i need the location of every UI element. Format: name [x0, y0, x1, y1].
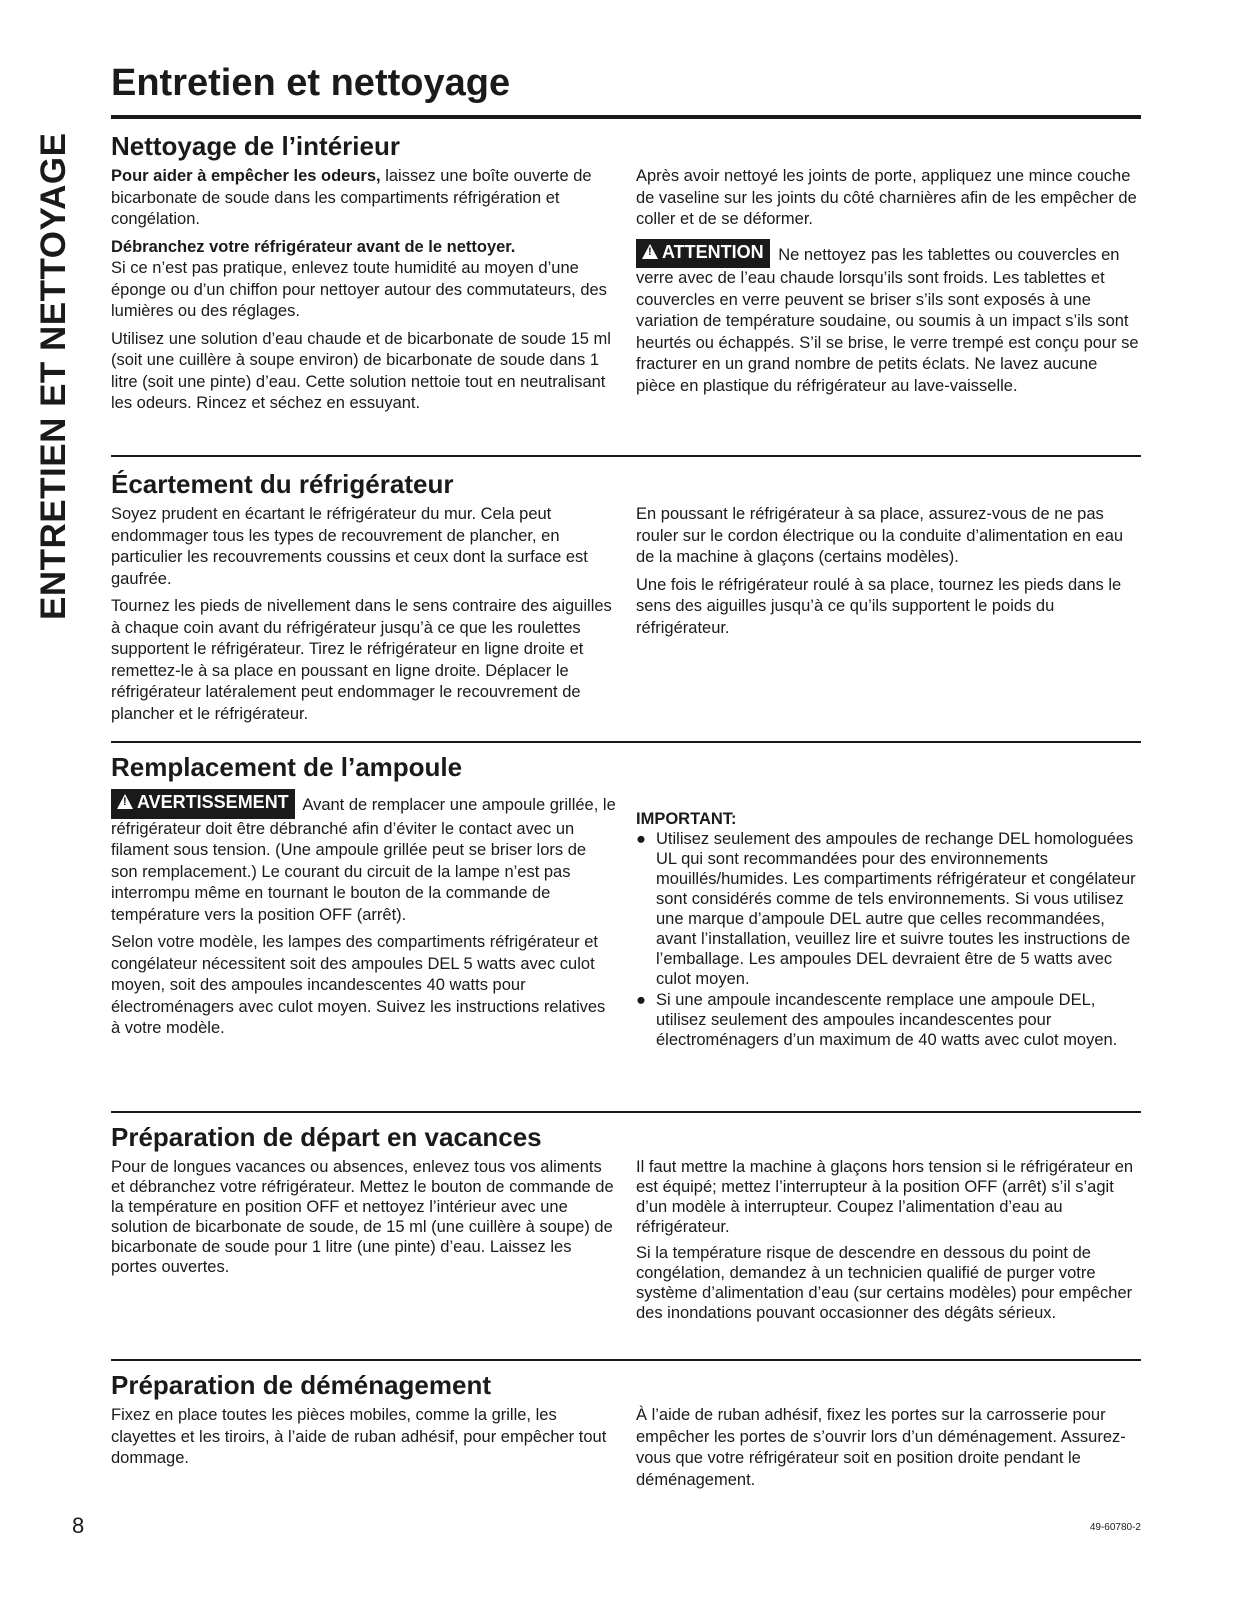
side-tab-label: ENTRETIEN ET NETTOYAGE: [34, 132, 73, 620]
list-item: ● Si une ampoule incandescente remplace une ampoule DEL, utilisez seulement des ampoules incandescentes pour électroménagers d’un maximum de 40 watts avec culot moyen.: [636, 991, 1118, 1049]
section-title: Écartement du réfrigérateur: [111, 469, 454, 499]
section-divider: [111, 741, 1141, 743]
secure-parts-paragraph: Fixez en place toutes les pièces mobiles, comme la grille, les clayettes et les tiroirs, à l’aide de ruban adhésif, pour empêcher tout dommage.: [111, 1406, 607, 1467]
page-title: Entretien et nettoyage: [111, 62, 511, 104]
warning-triangle-icon: !: [642, 244, 658, 259]
attention-badge: ! ATTENTION: [636, 239, 770, 269]
left-column: [111, 1405, 616, 1497]
page-number: 8: [72, 1513, 85, 1538]
section-title: Nettoyage de l’intérieur: [111, 131, 400, 161]
odor-paragraph: Pour aider à empêcher les odeurs, laissez une boîte ouverte de bicarbonate de soude dans les compartiments réfrigération et congélation.: [111, 167, 592, 228]
bulb-type-paragraph: Selon votre modèle, les lampes des compartiments réfrigérateur et congélateur nécessitent soit des ampoules DEL 5 watts avec culot moyen, soit des ampoules incandescentes 40 watts pour électroménagers avec culot moyen. Suivez les instructions relatives à votre modèle.: [111, 933, 606, 1037]
warning-triangle-icon: !: [117, 794, 133, 809]
right-column: [636, 504, 1141, 731]
leveling-paragraph: Tournez les pieds de nivellement dans le sens contraire des aiguilles à chaque coin avant du réfrigérateur jusqu’à ce que les roulettes supportent le réfrigérateur. Tirez le réfrigérateur en ligne droite et remettez-le à sa place en poussant en ligne droite. Déplacer le réfrigérateur latéralement peut endommager le recouvrement de plancher et le réfrigérateur.: [111, 597, 612, 723]
important-label: IMPORTANT:: [636, 810, 737, 828]
left-column: [111, 789, 616, 1051]
title-divider: [111, 115, 1141, 119]
icemaker-paragraph: Il faut mettre la machine à glaçons hors tension si le réfrigérateur en est équipé; mettez l’interrupteur à la position OFF (arrêt) s’il s’agit d’un modèle à interrupteur. Coupez l’alimentation d’eau au réfrigérateur.: [636, 1158, 1134, 1236]
section-divider: [111, 1111, 1141, 1113]
right-column: [636, 789, 1141, 1051]
section-vacation: [111, 1121, 1141, 1329]
right-column: [636, 1405, 1141, 1497]
legs-paragraph: Une fois le réfrigérateur roulé à sa place, tournez les pieds dans le sens des aiguilles jusqu’à ce qu’ils supportent le poids du réfrigérateur.: [636, 575, 1122, 637]
bullet-icon: ●: [636, 830, 646, 848]
section-title: Remplacement de l’ampoule: [111, 752, 463, 782]
attention-paragraph: ! ATTENTION Ne nettoyez pas les tablettes ou couvercles en verre avec de l’eau chaude lorsqu’ils sont froids. Les tablettes et couvercles en verre peuvent se briser s’ils sont exposés à une variation de température soudaine, ou soumis à un impact s’ils sont heurtés ou échappés. S’il se brise, le verre trempé est conçu pour se fracturer en un grand nombre de petits éclats. Ne lavez aucune pièce en plastique du réfrigérateur au lave-vaisselle.: [636, 239, 1141, 398]
caution-paragraph: Soyez prudent en écartant le réfrigérateur du mur. Cela peut endommager tous les types de recouvrement de plancher, en particulier les recouvrements coussins et ceux dont la surface est gaufrée.: [111, 505, 588, 588]
left-column: [111, 1157, 616, 1329]
section-title: Préparation de déménagement: [111, 1370, 491, 1400]
section-moving: [111, 1369, 1141, 1497]
section-divider: [111, 455, 1141, 457]
right-column: [636, 166, 1141, 421]
freeze-paragraph: Si la température risque de descendre en dessous du point de congélation, demandez à un technicien qualifié de purger votre système d’alimentation d’eau (sur certains modèles) pour empêcher des inondations pouvant occasionner des dégâts sérieux.: [636, 1244, 1133, 1322]
important-list: [636, 829, 1141, 1050]
section-divider: [111, 1359, 1141, 1361]
document-code: 49-60780-2: [1089, 1522, 1141, 1533]
gasket-paragraph: Après avoir nettoyé les joints de porte, appliquez une mince couche de vaseline sur les joints du côté charnières afin de les empêcher de coller et de se déformer.: [636, 167, 1137, 228]
list-item: ● Utilisez seulement des ampoules de rechange DEL homologuées UL qui sont recommandées pour des environnements mouillés/humides. Les compartiments réfrigérateur et congélateur sont considérés comme de tels environnements. Si vous utilisez une marque d’ampoule DEL autre que celles recommandées, avant l’installation, veuillez lire et suivre toutes les instructions de l’emballage. Les ampoules DEL devraient être de 5 watts avec culot moyen.: [636, 830, 1136, 988]
section-moving-out: [111, 468, 1141, 731]
left-column: [111, 504, 616, 731]
right-column: [636, 1157, 1141, 1329]
warning-badge: ! AVERTISSEMENT: [111, 789, 295, 819]
left-column: [111, 166, 616, 421]
solution-paragraph: Utilisez une solution d’eau chaude et de bicarbonate de soude 15 ml (soit une cuillère à soupe environ) de bicarbonate de soude dans 1 litre (soit une pinte) d’eau. Cette solution nettoie tout en neutralisant les odeurs. Rincez et séchez en essuyant.: [111, 329, 611, 412]
section-title: Préparation de départ en vacances: [111, 1122, 542, 1152]
vacation-paragraph: Pour de longues vacances ou absences, enlevez tous vos aliments et débranchez votre réfrigérateur. Mettez le bouton de commande de la température en position OFF et nettoyez l’intérieur avec une solution de bicarbonate de soude, de 15 ml (une cuillère à soupe) de bicarbonate de soude pour 1 litre (une pinte) d’eau. Laissez les portes ouvertes.: [111, 1158, 614, 1276]
section-interior-cleaning: [111, 130, 1141, 421]
bullet-icon: ●: [636, 991, 646, 1009]
section-bulb-replacement: [111, 751, 1141, 1051]
warning-paragraph: ! AVERTISSEMENT Avant de remplacer une ampoule grillée, le réfrigérateur doit être débranché afin d’éviter le contact avec un filament sous tension. (Une ampoule grillée peut se briser lors de son remplacement.) Le courant du circuit de la lampe n’est pas interrompu même en tournant le bouton de la commande de température vers la position OFF (arrêt).: [111, 789, 616, 926]
cord-paragraph: En poussant le réfrigérateur à sa place, assurez-vous de ne pas rouler sur le cordon électrique ou la conduite d’alimentation en eau de la machine à glaçons (certains modèles).: [636, 505, 1124, 566]
tape-doors-paragraph: À l’aide de ruban adhésif, fixez les portes sur la carrosserie pour empêcher les portes de s’ouvrir lors d’un déménagement. Assurez-vous que votre réfrigérateur soit en position droite pendant le déménagement.: [636, 1406, 1126, 1489]
unplug-paragraph: Débranchez votre réfrigérateur avant de le nettoyer. Si ce n’est pas pratique, enlevez toute humidité au moyen d’une éponge ou d’un chiffon pour nettoyer autour des commutateurs, des lumières ou des réglages.: [111, 237, 607, 320]
